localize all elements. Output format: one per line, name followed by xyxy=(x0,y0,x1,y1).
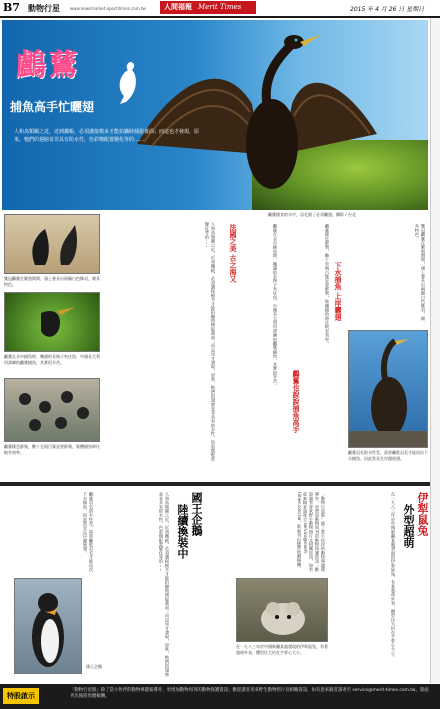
hero-caption: 鸕鶿捕食的水中，羽毛濕了必須曬翅。攝影 / 台北 xyxy=(268,212,356,217)
story2-body-2: 鸕鶿羽毛防水性差，需要曬乾羽毛才能再次下水捕魚，因此常見在岸邊展翅。 xyxy=(83,492,94,572)
newspaper-logo xyxy=(160,1,256,14)
section-divider xyxy=(0,482,430,486)
photo-caption-3: 鸕鶿棲息群聚，數十至兩百隻是要群聚，集體捕魚時比較有效率。 xyxy=(4,444,100,455)
cormorant-pair-image xyxy=(5,215,99,273)
story2-body: 人和鳥類關之近，近到攜帳，必須講接模多才能拍攝時捕捉畫面；而這也才發現，原來，牠們的翅膀並非具有防水性，色彩燦配當變化等的…… xyxy=(159,492,170,677)
photo-double-crested xyxy=(4,214,100,274)
photo-penguin xyxy=(14,578,82,674)
cormorant-photo xyxy=(132,24,382,204)
story2-subtitle: 陸續換裝中 xyxy=(176,504,189,559)
logo-english: Merit Times xyxy=(198,3,242,11)
king-penguin-image xyxy=(15,579,81,673)
story1-body-2: 「動物行星版」除了當小伙伴的動物專題報導外，更增加動物周刊的動物保護資訊；歡迎讀者寄來野生動物照片及相關資訊，如有意來稿者請寄至 service@merit-times.com.tw，版面刊出後將致贈稿酬。 xyxy=(297,492,326,572)
article-body-1: 人和鳥類關之近，近到攜帳，必須講接模多才能拍攝時捕捉畫面；而這也才發現，原來，牠們的翅膀並非具有防水性，色彩燦配當變化等的…… xyxy=(205,222,216,461)
article-body-4: 雙冠鸕鶿在繁殖期間，頭上會長出兩撮白色飾羽，頗具特色。 xyxy=(415,224,426,321)
article-body-3: 鸕鶿棲息群聚，數十至兩百隻是要群聚，集體捕魚時比較有效率。 xyxy=(325,224,330,346)
cormorant-fishing-image xyxy=(5,293,99,351)
story1-title: 伊犁鼠兔 xyxy=(416,492,429,536)
cormorant-standing-image xyxy=(349,331,427,447)
side-ad-strip xyxy=(430,18,440,683)
story2-title: 國王企鵝 xyxy=(190,492,203,536)
photo-caption-2: 鸕鶿在水中捕魚時，嘴邊的長鉤子夾住魚，中國長大利用訓練的鸕鶿捕魚，其實很辛苦。 xyxy=(4,354,100,365)
cormorant-silhouette-icon xyxy=(112,58,142,108)
pika-caption: 在一九八三年於中國新疆某處發現的伊犁鼠兔，有著超萌外表，體型比大約在手掌心大小。 xyxy=(236,644,328,655)
story1-subtitle: 外型超萌 xyxy=(402,504,415,548)
article-body-2: 鸕鶿在水中捕魚時，嘴邊的長鉤子夾住魚，中國長大利用訓練的鸕鶿捕魚，其實很辛苦。 xyxy=(273,224,278,388)
footer-notice: 「動物行星版」除了當小伙伴的動物專題報導外，更增加動物周刊的動物保護資訊；歡迎讀者寄來野生動物照片及相關資訊，如有意來稿者請寄至 service@merit-times.com.tw，版面刊出後將致贈稿酬。 xyxy=(70,688,429,699)
right-photo-caption: 鸕鶿羽毛防水性差，需要曬乾羽毛才能再次下水捕魚，因此常見在岸邊展翅。 xyxy=(348,450,428,461)
photo-caption-1: 雙冠鸕鶿在繁殖期間，頭上會長出兩撮白色飾羽，頗具特色。 xyxy=(4,276,100,287)
penguin-caption: 國王企鵝 xyxy=(86,664,102,669)
story1-body: 在一九八三年於中國新疆某處發現的伊犁鼠兔，有著超萌外表，體型比大約在手掌心大小。 xyxy=(391,492,396,660)
site-url[interactable]: www.newsmarket.epochtimes.com.tw xyxy=(70,6,146,11)
subhead-b: 下水捕魚 上岸曬翅 xyxy=(334,262,342,321)
footer-tag: 特股啟示 xyxy=(3,688,39,704)
photo-pika xyxy=(236,578,328,642)
hero-subtitle: 捕魚高手忙曬翅 xyxy=(10,100,95,114)
pika-image xyxy=(237,579,327,641)
page-number: B7 xyxy=(3,1,20,14)
cormorant-colony-image xyxy=(5,379,99,441)
photo-cormorant-right xyxy=(348,330,428,448)
section-name: 動物行星 xyxy=(28,4,60,13)
hero-intro: 人和鳥類關之近，近到攜帳，必須講接模多才能拍攝時捕捉畫面；而這也才發現，原來，牠們的翅膀並非具有防水性，色彩燦配當變化等的…… xyxy=(14,129,200,143)
issue-date: 2015 年 4 月 26 日 星期日 xyxy=(350,6,425,13)
subhead-a: 法國之美 古之海又 xyxy=(229,224,237,283)
hero-title: 鸕鶿 xyxy=(16,48,80,83)
subhead-c: 鸕鶿也說說捕魚高手 xyxy=(292,370,300,433)
logo-chinese: 人間福報 xyxy=(164,3,192,11)
photo-colony xyxy=(4,378,100,442)
photo-fishing xyxy=(4,292,100,352)
